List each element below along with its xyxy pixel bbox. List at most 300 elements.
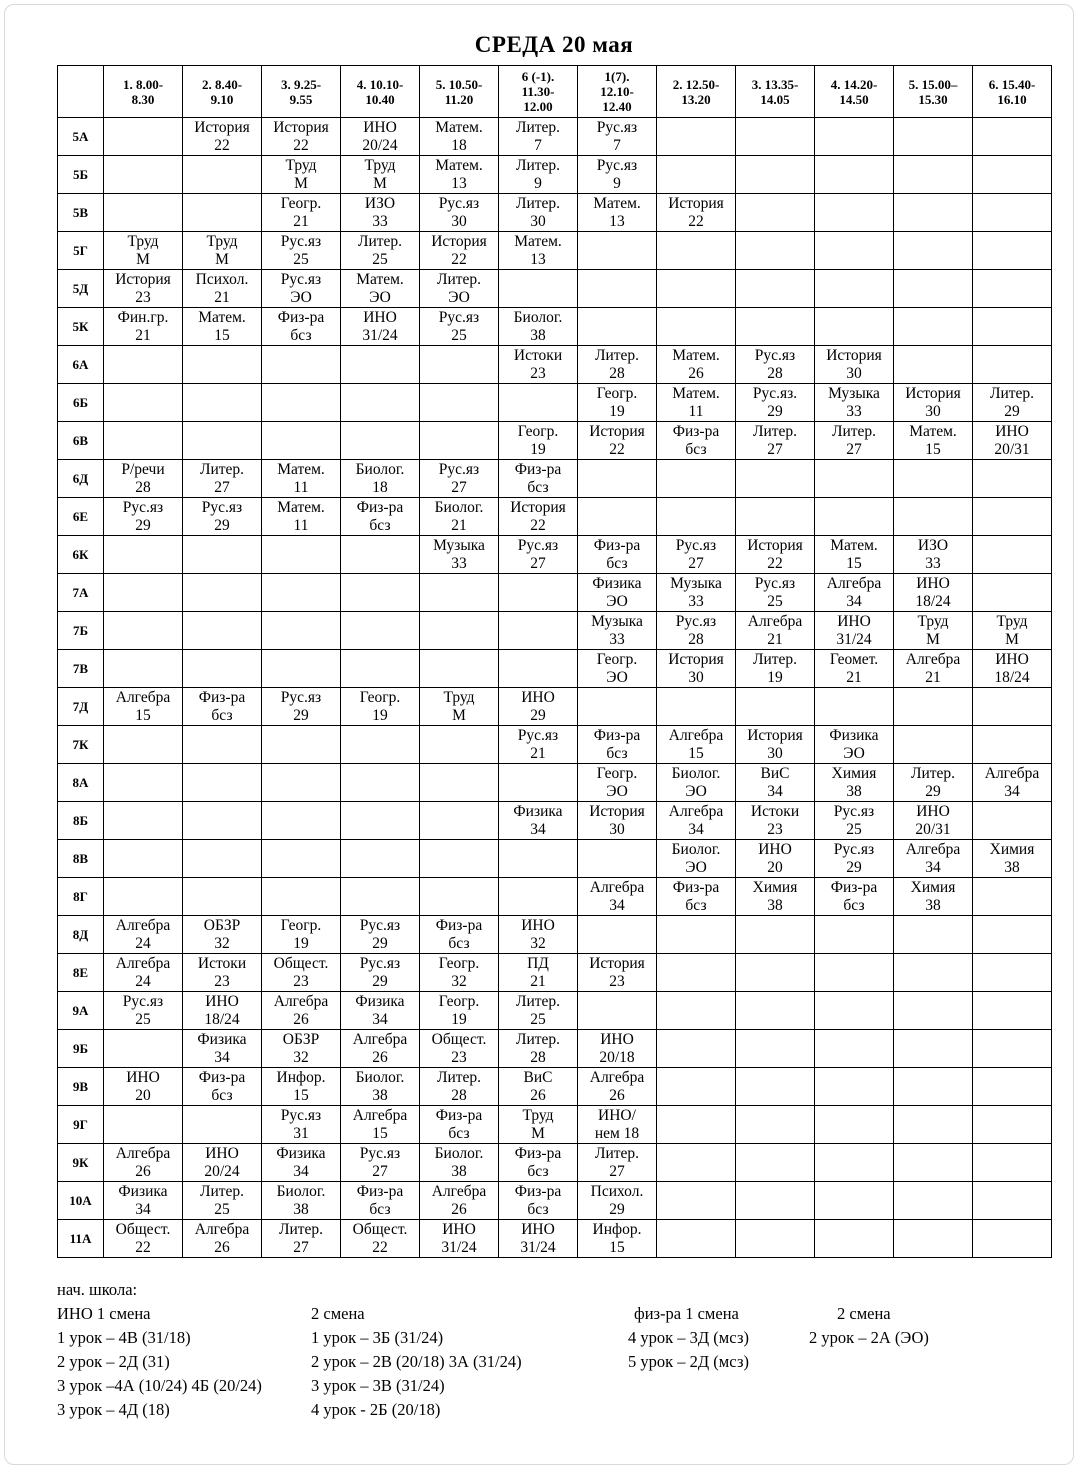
subject-text [578,992,656,993]
subject-text [736,194,814,195]
room-text: 29 [846,858,862,876]
lesson-cell [578,1144,657,1182]
room-text: 30 [767,744,783,762]
room-text: 31/24 [362,326,398,344]
lesson-cell [420,650,499,688]
pe-shift1-line: 5 урок – 2Д (мсз) [628,1352,749,1371]
subject-text [104,840,182,841]
subject-text [657,992,735,993]
subject-text: Физ-ра [514,461,562,478]
lesson-cell [262,1106,341,1144]
class-label: 7В [58,650,104,688]
subject-text: Биолог. [355,461,405,478]
class-label: 6Б [58,384,104,422]
room-text: М [531,1124,545,1142]
subject-text: ИНО [442,1221,476,1238]
room-text: 29 [372,972,388,990]
subject-text: Физ-ра [198,1069,246,1086]
lesson-cell [341,308,420,346]
subject-text [973,1030,1051,1031]
lesson-cell [262,270,341,308]
lesson-cell [262,574,341,612]
subject-text: Общест. [273,955,329,972]
lesson-cell [736,764,815,802]
subject-text: Рус.яз [359,917,401,934]
subject-text: Рус.яз [359,955,401,972]
lesson-cell [657,156,736,194]
subject-text: Физ-ра [672,423,720,440]
subject-text [815,270,893,271]
subject-text [815,954,893,955]
lesson-cell [657,1106,736,1144]
subject-text [736,1106,814,1107]
subject-text: Биолог. [434,499,484,516]
table-row [58,346,1052,384]
subject-text [420,422,498,423]
subject-text: Физ-ра [830,879,878,896]
lesson-cell [578,878,657,916]
lesson-cell [736,650,815,688]
lesson-cell [657,650,736,688]
subject-text [578,498,656,499]
lesson-cell [104,1144,183,1182]
lesson-cell [104,1030,183,1068]
subject-text [657,688,735,689]
subject-text [104,764,182,765]
schedule-body [58,118,1052,1258]
lesson-cell [815,346,894,384]
subject-text: ИНО [758,841,792,858]
lesson-cell [183,954,262,992]
subject-text: Физ-ра [435,1107,483,1124]
lesson-cell [736,460,815,498]
room-text: 38 [372,1086,388,1104]
subject-text: История [905,385,961,402]
room-text: 19 [767,668,783,686]
class-label: 6Е [58,498,104,536]
subject-text: Физика [355,993,405,1010]
subject-text: Химия [752,879,798,896]
lesson-cell [578,194,657,232]
room-text: 18/24 [204,1010,240,1028]
lesson-cell [578,270,657,308]
lesson-cell [736,688,815,726]
room-text: М [452,706,466,724]
subject-text: ИНО [363,119,397,136]
lesson-cell [104,536,183,574]
subject-text [341,650,419,651]
room-text: ЭО [448,288,470,306]
subject-text [262,726,340,727]
lesson-cell [815,764,894,802]
subject-text [420,574,498,575]
subject-text [973,1220,1051,1221]
subject-text: ИНО [205,1145,239,1162]
subject-text: Рус.яз [675,537,717,554]
lesson-cell [578,612,657,650]
subject-text: Алгебра [194,1221,250,1238]
pe-shift1-title: физ-ра 1 смена [634,1304,739,1323]
lesson-cell [420,726,499,764]
lesson-cell [262,954,341,992]
room-text: 27 [846,440,862,458]
lesson-cell [499,1030,578,1068]
subject-text: Литер. [910,765,956,782]
room-text: 33 [925,554,941,572]
subject-text: Литер. [594,1145,640,1162]
room-text: 28 [530,1048,546,1066]
room-text: 31 [293,1124,309,1142]
room-text: 28 [135,478,151,496]
subject-text: История [510,499,566,516]
room-text: 13 [451,174,467,192]
table-row [58,764,1052,802]
subject-text: Алгебра [984,765,1040,782]
subject-text [262,802,340,803]
subject-text [420,650,498,651]
room-text: 26 [214,1238,230,1256]
room-text: ЭО [606,592,628,610]
subject-text [894,346,972,347]
lesson-cell [341,764,420,802]
lesson-cell [341,422,420,460]
lesson-cell [815,954,894,992]
room-text: бсз [606,744,628,762]
lesson-cell [104,308,183,346]
room-text: 23 [451,1048,467,1066]
lesson-cell [420,460,499,498]
subject-text [973,1106,1051,1107]
room-text: ЭО [606,668,628,686]
subject-text [183,156,261,157]
room-text: 29 [214,516,230,534]
lesson-cell [894,878,973,916]
subject-text: Алгебра [115,917,171,934]
lesson-cell [262,1068,341,1106]
lesson-cell [183,916,262,954]
lesson-cell [973,726,1052,764]
subject-text [894,688,972,689]
room-text: 21 [767,630,783,648]
lesson-cell [104,384,183,422]
lesson-cell [420,992,499,1030]
ino-shift1-line: 2 урок – 2Д (31) [57,1352,170,1371]
lesson-cell [894,536,973,574]
lesson-cell [815,1220,894,1258]
room-text: 18 [451,136,467,154]
lesson-cell [815,422,894,460]
lesson-cell [420,232,499,270]
subject-text [262,764,340,765]
subject-text: Труд [443,689,475,706]
lesson-cell [183,270,262,308]
lesson-cell [894,840,973,878]
lesson-cell [262,1182,341,1220]
subject-text: ИНО [995,423,1029,440]
subject-text: Алгебра [352,1107,408,1124]
subject-text [420,878,498,879]
subject-text: Истоки [197,955,247,972]
subject-text: ИНО [837,613,871,630]
ino-shift1-line: 3 урок –4А (10/24) 4Б (20/24) [57,1376,262,1395]
lesson-cell [894,802,973,840]
subject-text: Рус.яз [833,841,875,858]
lesson-cell [499,308,578,346]
table-row [58,612,1052,650]
class-label: 5Б [58,156,104,194]
lesson-cell [736,992,815,1030]
subject-text [183,536,261,537]
lesson-cell [104,460,183,498]
subject-text: История [668,651,724,668]
subject-text: ВиС [760,765,790,782]
room-text: 11 [688,402,704,420]
subject-text: Рус.яз [280,689,322,706]
lesson-cell [736,1068,815,1106]
subject-text [657,156,735,157]
lesson-cell [341,156,420,194]
lesson-cell [894,498,973,536]
subject-text: Рус.яз [280,233,322,250]
subject-text [262,878,340,879]
subject-text: ИНО [916,575,950,592]
subject-text: Рус.яз [596,157,638,174]
subject-text [973,498,1051,499]
subject-text: Алгебра [668,727,724,744]
lesson-cell [973,422,1052,460]
lesson-cell [973,1106,1052,1144]
lesson-cell [894,1182,973,1220]
lesson-cell [578,992,657,1030]
lesson-cell [815,802,894,840]
lesson-cell [973,536,1052,574]
subject-text: ВиС [523,1069,553,1086]
lesson-cell [341,1182,420,1220]
lesson-cell [341,954,420,992]
room-text: 34 [1004,782,1020,800]
room-text: 38 [846,782,862,800]
lesson-cell [815,156,894,194]
subject-text [736,688,814,689]
subject-text: Алгебра [431,1183,487,1200]
subject-text: Геогр. [596,651,638,668]
lesson-cell [341,384,420,422]
lesson-cell [736,308,815,346]
lesson-cell [736,1106,815,1144]
lesson-cell [341,346,420,384]
corner-cell [58,66,104,118]
subject-text [736,460,814,461]
room-text: 22 [214,136,230,154]
room-text: 24 [135,934,151,952]
room-text: 19 [293,934,309,952]
lesson-cell [736,118,815,156]
subject-text: Физ-ра [356,1183,404,1200]
subject-text [894,118,972,119]
subject-text [183,612,261,613]
subject-text: Алгебра [905,651,961,668]
class-label: 6К [58,536,104,574]
lesson-cell [420,764,499,802]
lesson-cell [262,232,341,270]
lesson-cell [657,840,736,878]
subject-text: Матем. [435,157,483,174]
lesson-cell [657,232,736,270]
subject-text: Труд [364,157,396,174]
subject-text [499,384,577,385]
room-text: 20 [767,858,783,876]
room-text: 33 [451,554,467,572]
subject-text [341,422,419,423]
room-text: 38 [530,326,546,344]
subject-text: ОБЗР [203,917,241,934]
lesson-cell [736,536,815,574]
room-text: 26 [451,1200,467,1218]
lesson-cell [815,726,894,764]
lesson-cell [262,612,341,650]
lesson-cell [973,232,1052,270]
lesson-cell [736,840,815,878]
room-text: бсз [290,326,312,344]
lesson-cell [578,802,657,840]
lesson-cell [341,688,420,726]
subject-text: Биолог. [513,309,563,326]
lesson-cell [973,194,1052,232]
subject-text: Алгебра [273,993,329,1010]
lesson-cell [341,498,420,536]
room-text: 20/24 [362,136,398,154]
lesson-cell [104,232,183,270]
lesson-cell [657,1144,736,1182]
subject-text [815,1030,893,1031]
subject-text: Рус.яз [754,347,796,364]
table-row [58,878,1052,916]
lesson-cell [578,1068,657,1106]
table-row [58,1106,1052,1144]
lesson-cell [499,802,578,840]
lesson-cell [183,802,262,840]
lesson-cell [262,916,341,954]
room-text: 27 [451,478,467,496]
room-text: 22 [451,250,467,268]
room-text: 19 [451,1010,467,1028]
room-text: М [136,250,150,268]
lesson-cell [341,1030,420,1068]
lesson-cell [104,726,183,764]
subject-text [973,1182,1051,1183]
ino-shift2-title: 2 смена [311,1304,365,1323]
lesson-cell [736,384,815,422]
room-text: 33 [846,402,862,420]
lesson-cell [815,878,894,916]
subject-text [894,270,972,271]
subject-text: Алгебра [589,879,645,896]
subject-text [657,1144,735,1145]
room-text: 28 [767,364,783,382]
subject-text: ИНО/ [598,1107,636,1124]
subject-text [420,612,498,613]
lesson-cell [736,574,815,612]
lesson-cell [499,726,578,764]
subject-text [183,346,261,347]
lesson-cell [183,1030,262,1068]
subject-text: История [273,119,329,136]
room-text: бсз [685,440,707,458]
subject-text [104,536,182,537]
table-row [58,118,1052,156]
room-text: 26 [293,1010,309,1028]
subject-text: Матем. [277,461,325,478]
class-label: 5Д [58,270,104,308]
room-text: 32 [293,1048,309,1066]
lesson-cell [420,308,499,346]
room-text: 33 [372,212,388,230]
subject-text [894,156,972,157]
subject-text: Общест. [115,1221,171,1238]
subject-text: Литер. [515,993,561,1010]
period-header: 1. 8.00- 8.30 [104,66,183,118]
subject-text: Инфор. [592,1221,642,1238]
subject-text [104,118,182,119]
room-text: 20/18 [599,1048,635,1066]
lesson-cell [578,1030,657,1068]
subject-text [341,764,419,765]
subject-text: Физ-ра [356,499,404,516]
lesson-cell [104,498,183,536]
lesson-cell [262,498,341,536]
room-text: 34 [530,820,546,838]
subject-text [183,1106,261,1107]
subject-text [183,194,261,195]
lesson-cell [104,764,183,802]
lesson-cell [815,688,894,726]
subject-text [262,422,340,423]
lesson-cell [894,688,973,726]
lesson-cell [341,916,420,954]
lesson-cell [262,308,341,346]
room-text: бсз [369,1200,391,1218]
subject-text: Психол. [195,271,249,288]
subject-text: Литер. [278,1221,324,1238]
room-text: бсз [685,896,707,914]
lesson-cell [499,878,578,916]
subject-text: Алгебра [115,955,171,972]
subject-text [736,270,814,271]
room-text: 32 [214,934,230,952]
lesson-cell [657,802,736,840]
room-text: 21 [293,212,309,230]
room-text: 21 [925,668,941,686]
lesson-cell [973,840,1052,878]
lesson-cell [973,1220,1052,1258]
lesson-cell [815,460,894,498]
table-row [58,574,1052,612]
subject-text: Труд [996,613,1028,630]
class-label: 9В [58,1068,104,1106]
lesson-cell [262,536,341,574]
lesson-cell [420,916,499,954]
lesson-cell [420,574,499,612]
subject-text: Рус.яз [280,1107,322,1124]
lesson-cell [420,1106,499,1144]
lesson-cell [420,422,499,460]
room-text: 18 [372,478,388,496]
lesson-cell [420,498,499,536]
subject-text: Рус.яз [517,727,559,744]
lesson-cell [736,1182,815,1220]
lesson-cell [736,498,815,536]
subject-text [973,954,1051,955]
